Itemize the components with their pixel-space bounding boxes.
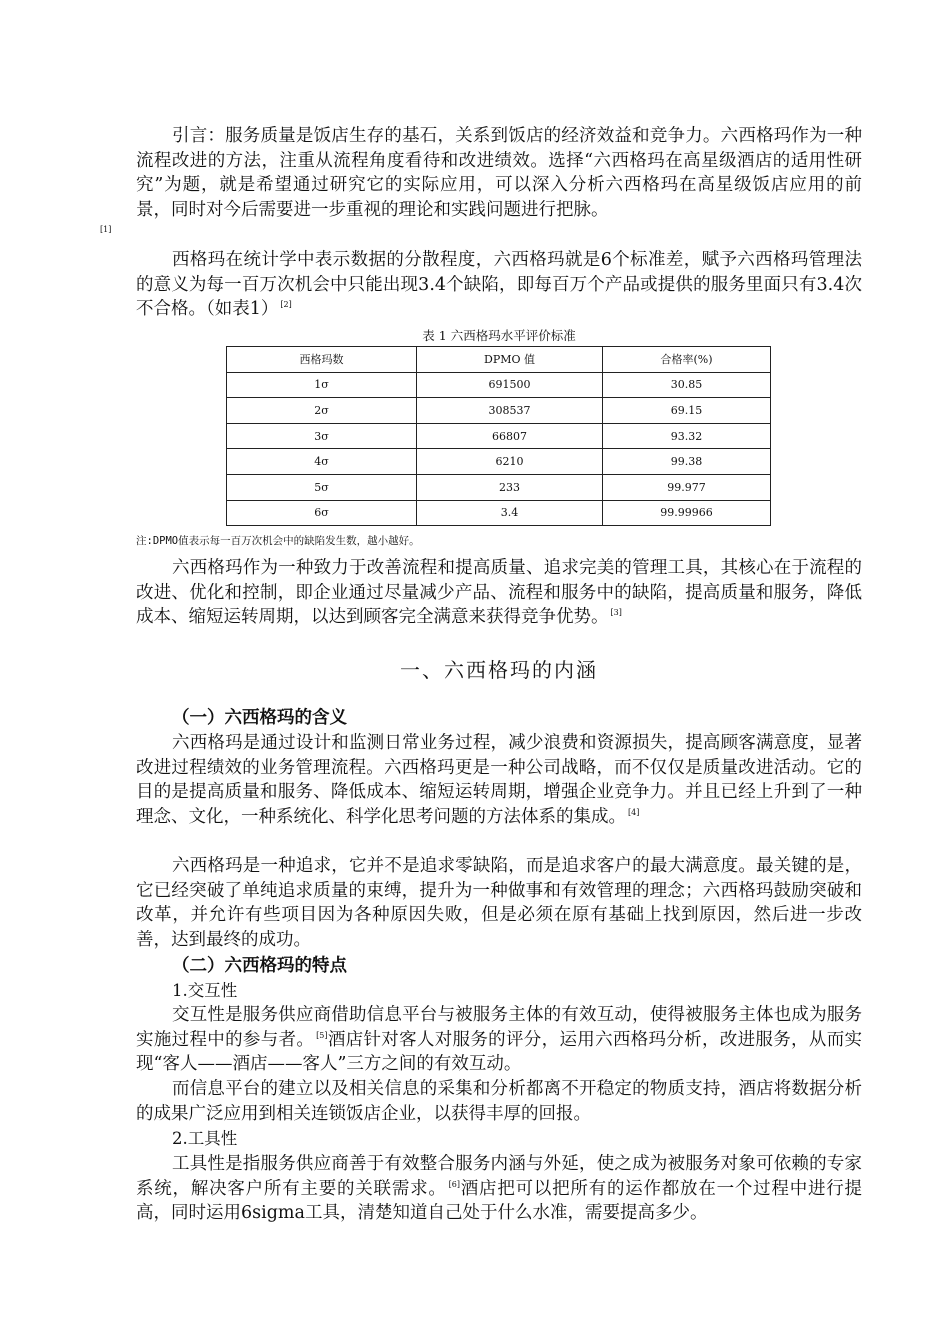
table-cell: 4σ [227,449,417,475]
table-cell: 2σ [227,398,417,424]
meaning-paragraph-2 [136,854,862,952]
interactivity-text-a: 交互性是服务供应商借助信息平台与被服务主体的有效互动，使得被服务主体也成为服务实施过程中的参与者。 [136,1005,862,1050]
subsection-heading-meaning: （一）六西格玛的含义 [172,708,347,728]
interactivity-paragraph-1 [136,1003,862,1077]
table-row [227,372,771,398]
table-row [227,474,771,500]
tooling-text-a: 工具性是指服务供应商善于有效整合服务内涵与外延，使之成为被服务对象可依赖的专家系统，解决客户所有主要的关联需求。 [136,1154,862,1199]
table-cell: 5σ [227,474,417,500]
subsection-heading-features: （二）六西格玛的特点 [172,956,347,976]
table-cell: 30.85 [603,372,771,398]
citation-ref: [5] [316,1030,328,1040]
table-cell: 233 [417,474,603,500]
meaning-text-2: 六西格玛是一种追求，它并不是追求零缺陷，而是追求客户的最大满意度。最关键的是，它已经突破了单纯追求质量的束缚，提升为一种做事和有效管理的理念；六西格玛鼓励突破和改革，并允许有些项目因为各种原因失败，但是必须在原有基础上找到原因，然后进一步改善，达到最终的成功。 [136,856,862,950]
citation-ref: [3] [610,608,622,617]
citation-ref: [6] [448,1179,460,1189]
table-row [227,398,771,424]
table-header-cell: DPMO 值 [417,347,603,373]
table-cell: 1σ [227,372,417,398]
intro-paragraph [100,124,862,247]
citation-ref: [4] [628,807,640,817]
table-cell: 6210 [417,449,603,475]
table-cell: 99.99966 [603,500,771,526]
tooling-text-b: 酒店把可以把所有的运作都放在一个过程中进行提高，同时运用6sigma工具，清楚知道自己处于什么水准，需要提高多少。 [136,1178,863,1223]
table-caption: 表 1 六西格玛水平评价标准 [422,328,576,343]
table-note: 注:DPMO值表示每一百万次机会中的缺陷发生数，越小越好。 [136,535,420,547]
sigma-definition-paragraph [136,248,862,322]
interactivity-text-2: 而信息平台的建立以及相关信息的采集和分析都离不开稳定的物质支持，酒店将数据分析的成果广泛应用到相关连锁饭店企业，以获得丰厚的回报。 [136,1079,862,1124]
table-cell: 99.977 [603,474,771,500]
table-row [227,449,771,475]
table-cell: 3σ [227,423,417,449]
citation-ref: [2] [280,300,292,309]
table-header-cell: 合格率(%) [603,347,771,373]
meaning-text-1: 六西格玛是通过设计和监测日常业务过程，减少浪费和资源损失，提高顾客满意度，显著改进过程绩效的业务管理流程。六西格玛更是一种公司战略，而不仅仅是质量改进活动。它的目的是提高质量和服务、降低成本、缩短运转周期，增强企业竞争力。并且已经上升到了一种理念、文化，一种系统化、科学化思考问题的方法体系的集成。 [136,733,862,827]
table-row [227,423,771,449]
para3-text: 六西格玛作为一种致力于改善流程和提高质量、追求完美的管理工具，其核心在于流程的改进、优化和控制，即企业通过尽量减少产品、流程和服务中的缺陷，提高质量和服务，降低成本、缩短运转周期，以达到顾客完全满意来获得竞争优势。 [136,558,862,627]
table-cell: 93.32 [603,423,771,449]
intro-text: 引言：服务质量是饭店生存的基石，关系到饭店的经济效益和竞争力。六西格玛作为一种流程改进的方法，注重从流程角度看待和改进绩效。选择“六西格玛在高星级酒店的适用性研究”为题，就是希望通过研究它的实际应用，可以深入分析六西格玛在高星级饭店应用的前景，同时对今后需要进一步重视的理论和实践问题进行把脉。 [136,126,862,220]
table-cell: 69.15 [603,398,771,424]
citation-ref: [1] [100,225,112,234]
tooling-paragraph [136,1152,862,1226]
table-cell: 6σ [227,500,417,526]
feature-item-tooling: 2.工具性 [172,1129,238,1148]
interactivity-paragraph-2 [136,1077,862,1126]
table-header-cell: 西格玛数 [227,347,417,373]
table-cell: 66807 [417,423,603,449]
table-cell: 691500 [417,372,603,398]
interactivity-text-b: 酒店针对客人对服务的评分，运用六西格玛分析，改进服务，从而实现“客人——酒店——客人”三方之间的有效互动。 [136,1029,863,1074]
table-cell: 99.38 [603,449,771,475]
sigma-level-table [226,346,771,526]
table-header-row [227,347,771,373]
para2-text: 西格玛在统计学中表示数据的分散程度，六西格玛就是6个标准差，赋予六西格玛管理法的意义为每一百万次机会中只能出现3.4个缺陷，即每百万个产品或提供的服务里面只有3.4次不合格。（如表1） [136,250,862,319]
table-row [227,500,771,526]
core-paragraph [136,556,862,630]
meaning-paragraph-1 [136,731,862,829]
section-heading: 一、六西格玛的内涵 [400,658,598,682]
table-cell: 308537 [417,398,603,424]
feature-item-interactivity: 1.交互性 [172,981,238,1000]
table-cell: 3.4 [417,500,603,526]
